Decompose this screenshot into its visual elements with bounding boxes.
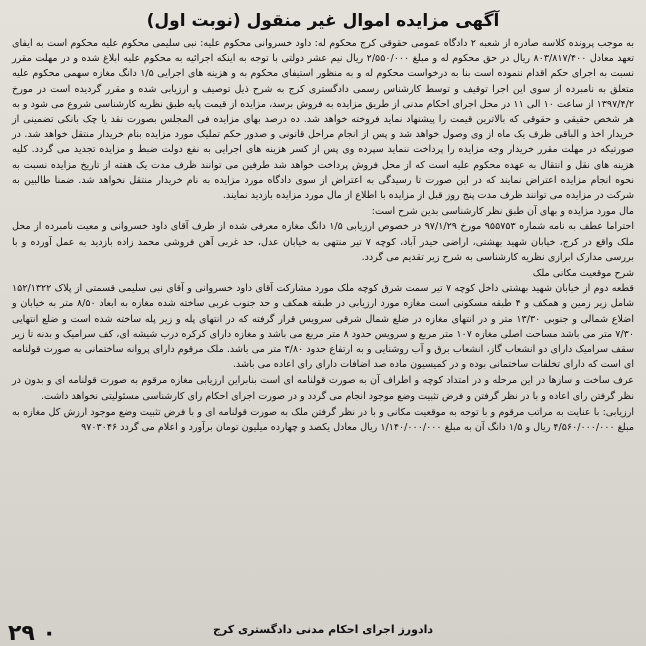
notice-paragraph-location: قطعه دوم از خیابان شهید بهشتی داخل کوچه ۷ تیر سمت شرق کوچه ملک مورد مشارکت آقای داود خسروانی و آقای نبی سلیمی قسمتی از پلاک ۱۵۲/۱۳۲۲ شامل زیر زمین و همکف و ۴ طبقه مسکونی است مغازه مورد ارزیابی در طبقه همکف و حد جنوب غربی ساخته شده مغازه به ابعاد ۸/۵۰ متر به خیابان و اضلاع شمالی و جنوبی ۱۳/۳۰ متر و در انتهای مغازه در ضلع شمال شرقی سرویس قرار گرفته که در انتهای پله و زیر پله ساخته شده است و ضلع انتهایی ۷/۳۰ متر می باشد مساحت اصلی مغازه ۱۰۷ متر مربع و سرویس حدود ۸ متر مربع می باشد و مغازه دارای کرکره درب شیشه ای، کف سرامیک و بدنه تا زیر سقف سرامیک دارای دو انشعاب گاز، انشعاب برق و آب روشنایی و به ارتفاع حدود ۳/۸۰ متر می باشد. ملک مرقوم دارای پروانه ساختمانی به صورت قولنامه ای است که دارای تخلفات ساختمانی بوده و در کمیسیون ماده صد اضافات دارای رای اعاده می باشد. [12,283,635,371]
notice-title: آگهی مزایده اموال غیر منقول (نوبت اول) [146,11,500,31]
notice-signature: دادورز اجرای احکام مدنی دادگستری کرج [212,623,434,636]
notice-paragraph-expert-letter: احتراما عطف به نامه شماره ۹۵۵۷۵۳ مورخ ۹۷/۱/۲۹ در خصوص ارزیابی ۱/۵ دانگ مغازه معرفی شده از طرف آقای داود خسروانی و معیت نامبرده از محل ملک واقع در کرج، خیابان شهید بهشتی، اراضی حیدر آباد، کوچه ۷ تیر منتهی به خیابان عدل، حد غربی آهن فروشی محمد زاده بازدید به عمل آورده و با بررسی مدارک ابرازی نظریه کارشناسی به شرح زیر تقدیم می گردد. [12,221,634,263]
notice-paragraph-valuation: ارزیابی: با عنایت به مراتب مرقوم و با توجه به موقعیت مکانی و با در نظر گرفتن ملک به صورت قولنامه ای و با فرض تثبیت وضع موجود ارزش کل مغازه به مبلغ ۴/۵۶۰/۰۰۰/۰۰۰ ریال و ۱/۵ دانگ آن به مبلغ ۱/۱۴۰/۰۰۰/۰۰۰ ریال معادل یکصد و چهارده میلیون تومان برآورد و اعلام می گردد ۹۷۰۳۰۴۶ [12,406,634,434]
corner-code: ۲۹ ۰ [8,621,56,646]
notice-paragraph-custom: عرف ساخت و سازها در این مرحله و در امتداد کوچه و اطراف آن به صورت قولنامه ای است بنابراین ارزیابی مغازه مرقوم به صورت قولنامه ای و بدون در نظر گرفتن رای اعاده و با در نظر گرفتن و فرض تثبیت وضع موجود انجام می گردد و در صورت اجرای احکام رای کارشناسی مسئولیتی نخواهد داشت. [12,375,634,402]
notice-paragraph-location-heading: شرح موقعیت مکانی ملک [532,268,634,280]
notice-paragraph-property-heading: مال مورد مزایده و بهای آن طبق نظر کارشناسی بدین شرح است: [371,206,634,218]
notice-body [12,36,634,435]
notice-paragraph-main: به موجب پرونده کلاسه صادره از شعبه ۲ دادگاه عمومی حقوقی کرج محکوم له: داود خسروانی محکوم علیه: نبی سلیمی محکوم علیه محکوم است به ایفای تعهد معادل ۸۰۳/۸۱۷/۴۰۰ ریال در حق محکوم له و مبلغ ۲/۵۵۰/۰۰۰ ریال نیم عشر دولتی با توجه به اینکه اجرائیه به محکوم علیه ابلاغ شده و در مهلت مقرر نسبت به اجرای حکم اقدام ننموده است بنا به درخواست محکوم له و به منظور استیفای محکوم به و هزینه های اجرایی ۱/۵ دانگ مغازه سهمی محکوم علیه متعلق به نامبرده از سوی این اجرا توقیف و توسط کارشناس رسمی دادگستری کرج به شرح ذیل توصیف و ارزیابی شده و مقرر گردیده است در مورخ ۱۳۹۷/۴/۲ از ساعت ۱۰ الی ۱۱ در محل اجرای احکام مدنی از طریق مزایده به فروش برسد، مزایده از قیمت پایه طبق نظریه کارشناسی شروع می شود و به هر شخص حقیقی و حقوقی که بالاترین قیمت را پیشنهاد نماید فروخته خواهد شد. ده درصد بهای مزایده فی المجلس بصورت نقد یا چک بانکی تضمینی از خریدار اخذ و الباقی ظرف یک ماه از وی وصول خواهد شد و پس از انجام مراحل قانونی و صدور حکم تملیک مورد مزایده بنام خریدار منتقل خواهد شد. در صورتیکه در مهلت مقرر خریدار وجه مزایده را پرداخت ننماید سپرده وی پس از کسر هزینه های اجرایی به نفع دولت ضبط و مزایده تجدید می گردد. کلیه هزینه های نقل و انتقال به عهده محکوم علیه است که از محل فروش پرداخت خواهد شد طرفین می توانند ظرف مدت یک هفته از تاریخ مزایده نسبت به نحوه انجام مزایده اعتراض نمایند که در این صورت تا رسیدگی به اعتراض از سوی دادگاه مورد مزایده به نام خریدار منتقل نخواهد شد. ضمنا طالبین به شرکت در مزایده می توانند ظرف مدت پنج روز قبل از مزایده با اطلاع از مال مورد مزایده بازدید نمایند. [12,38,635,202]
